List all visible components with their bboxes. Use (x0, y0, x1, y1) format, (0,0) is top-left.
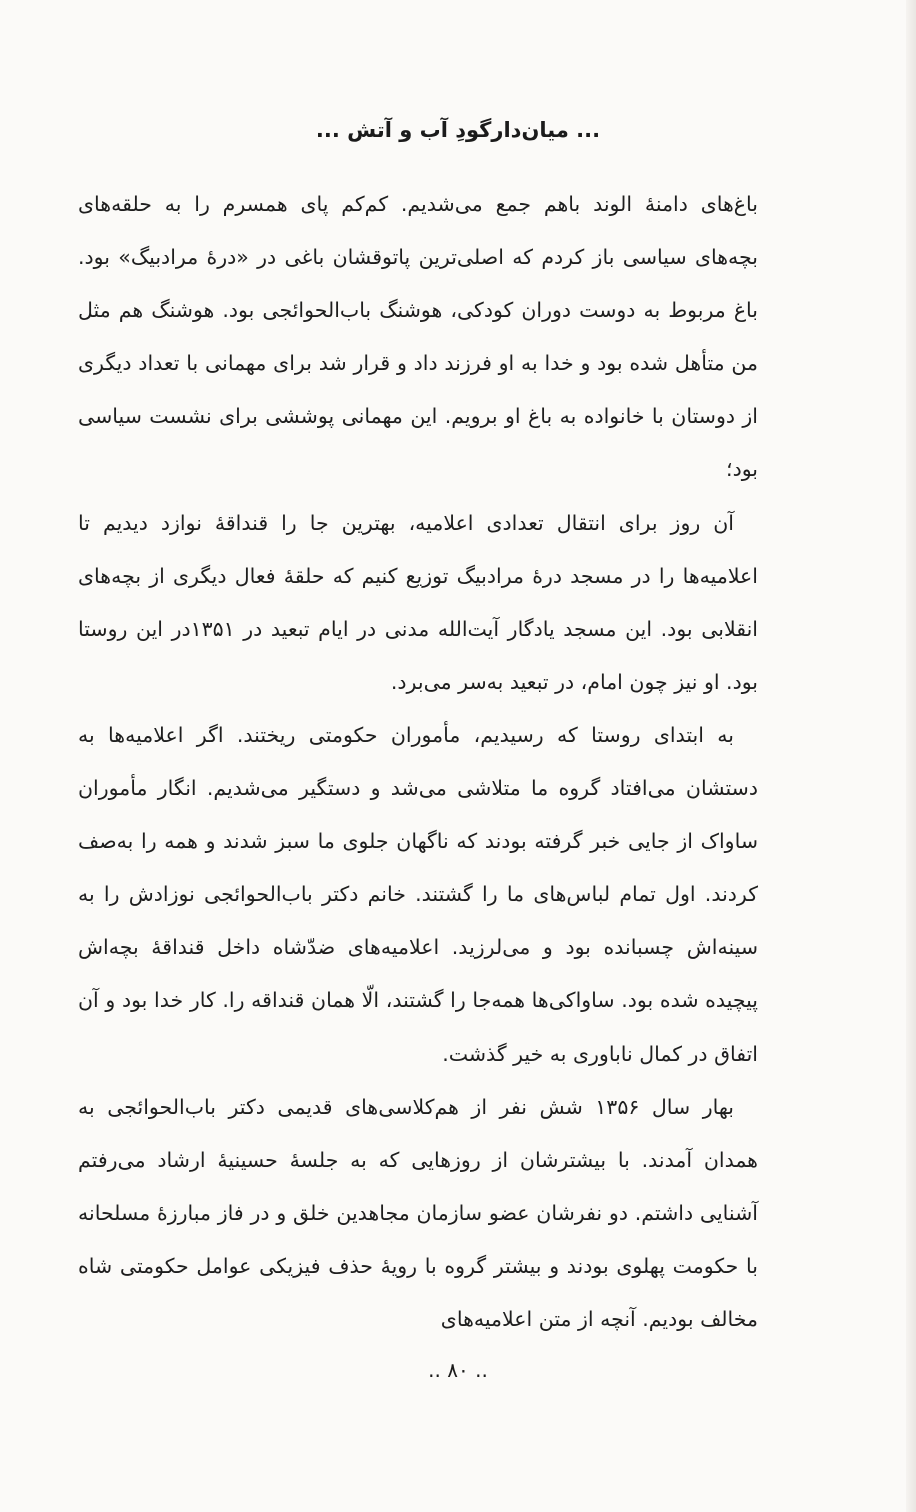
body-text (78, 178, 758, 1346)
paragraph-2: آن روز برای انتقال تعدادی اعلامیه، بهترین جا را قنداقۀ نوازد دیدیم تا اعلامیه‌ها را در مسجد درۀ مرادبیگ توزیع کنیم که حلقۀ فعال دیگری از بچه‌های انقلابی بود. این مسجد یادگار آیت‌الله مدنی در ایام تبعید در ۱۳۵۱در این روستا بود. او نیز چون امام، در تبعید به‌سر می‌برد. (78, 510, 758, 694)
page-edge-shadow (906, 0, 916, 1512)
paragraph-1: باغ‌های دامنۀ الوند باهم جمع می‌شدیم. کم‌کم پای همسرم را به حلقه‌های بچه‌های سیاسی باز کردم که اصلی‌ترین پاتوقشان باغی در «درۀ مرادبیگ» بود. باغ مربوط به دوست دوران کودکی، هوشنگ باب‌الحوائجی بود. هوشنگ هم مثل من متأهل شده بود و خدا به او فرزند داد و قرار شد برای مهمانی با تعداد دیگری از دوستان با خانواده به باغ او برویم. این مهمانی پوششی برای نشست سیاسی بود؛ (78, 192, 758, 482)
paragraph-4: بهار سال ۱۳۵۶ شش نفر از هم‌کلاسی‌های قدیمی دکتر باب‌الحوائجی به همدان آمدند. با بیشترشان از روزهایی که به جلسۀ حسینیۀ ارشاد می‌رفتم آشنایی داشتم. دو نفرشان عضو سازمان مجاهدین خلق و در فاز مبارزۀ مسلحانه با حکومت پهلوی بودند و بیشتر گروه با رویۀ حذف فیزیکی عوامل حکومتی شاه مخالف بودیم. آنچه از متن اعلامیه‌های (78, 1094, 758, 1331)
page-number: .. ۸۰ .. (428, 1358, 488, 1382)
running-head: ... میان‌دارگودِ آب و آتش ... (315, 118, 601, 142)
paragraph-3: به ابتدای روستا که رسیدیم، مأموران حکومتی ریختند. اگر اعلامیه‌ها به دستشان می‌افتاد گروه ما متلاشی می‌شد و دستگیر می‌شدیم. انگار مأموران ساواک از جایی خبر گرفته بودند که ناگهان جلوی ما سبز شدند و همه را به‌صف کردند. اول تمام لباس‌های ما را گشتند. خانم دکتر باب‌الحوائجی نوزادش را به سینه‌اش چسبانده بود و می‌لرزید. اعلامیه‌های ضدّشاه داخل قنداقۀ بچه‌اش پیچیده شده بود. ساواکی‌ها همه‌جا را گشتند، الّا همان قنداقه را. کار خدا بود و آن اتفاق در کمال ناباوری به خیر گذشت. (78, 722, 758, 1066)
